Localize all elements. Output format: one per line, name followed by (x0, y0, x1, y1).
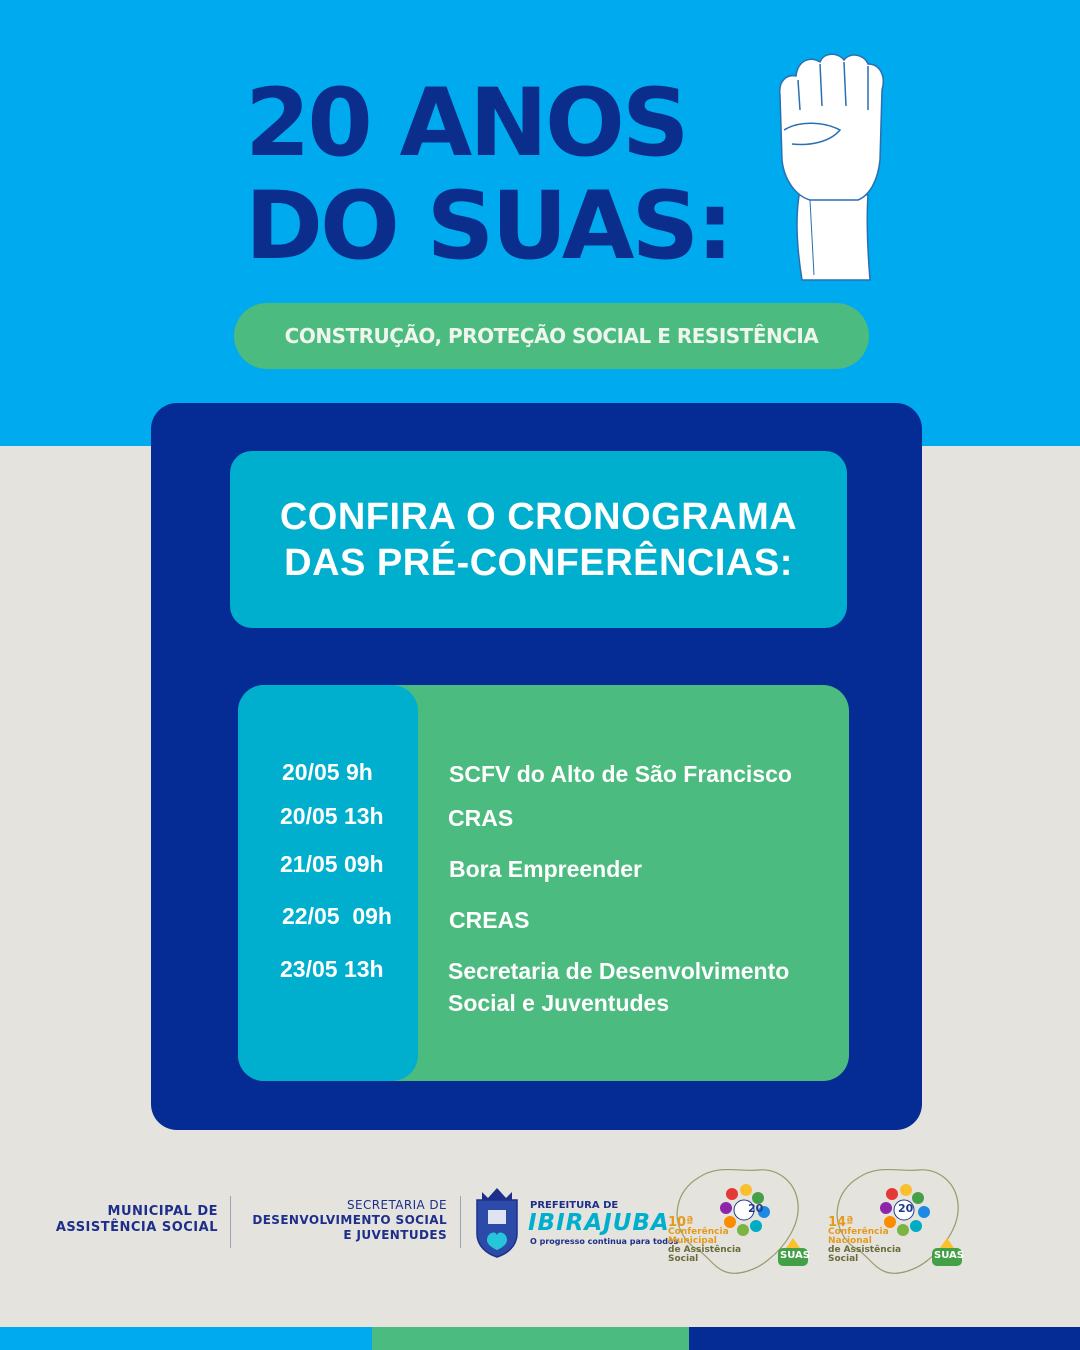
assistencia-social-logo (56, 1204, 218, 1236)
schedule-place-2: CRAS (448, 805, 514, 831)
schedule-date-5: 23/05 13h (280, 956, 384, 982)
schedule-date-1: 20/05 9h (282, 759, 373, 785)
heading-line-1: CONFIRA O CRONOGRAMA (279, 495, 798, 538)
schedule-place-5-line-2: Social e Juventudes (448, 990, 670, 1016)
bottom-bar-blue (0, 1327, 372, 1350)
secretaria-logo-line-3: E JUVENTUDES (343, 1228, 447, 1242)
conferencia-nacional-title (828, 1228, 901, 1264)
bottom-bar-green (372, 1327, 689, 1350)
schedule-place-5-line-1: Secretaria de Desenvolvimento (448, 958, 790, 984)
conf-municipal-line-2: Municipal (668, 1236, 717, 1246)
schedule-place-4: CREAS (449, 907, 530, 933)
footer-divider-1 (230, 1196, 231, 1248)
conf-municipal-line-1: Conferência (668, 1227, 729, 1237)
secretaria-logo-line-2: DESENVOLVIMENTO SOCIAL (252, 1213, 447, 1227)
main-title (245, 69, 785, 281)
conferencia-municipal-number: 10ª (668, 1215, 694, 1230)
heading-line-2: DAS PRÉ-CONFERÊNCIAS: (284, 541, 793, 584)
conf-nacional-line-3: de Assistência (828, 1245, 902, 1255)
subtitle-text: CONSTRUÇÃO, PROTEÇÃO SOCIAL E RESISTÊNCIA (284, 324, 819, 348)
city-slogan: O progresso continua para todos (530, 1237, 679, 1246)
suas-badge-2: SUAS (934, 1250, 964, 1261)
schedule-date-4: 22/05 09h (282, 903, 392, 929)
conferencia-nacional-number: 14ª (828, 1215, 854, 1230)
subtitle-pill (234, 303, 869, 369)
conf-nacional-line-4: Social (828, 1254, 859, 1264)
footer-divider-2 (460, 1196, 461, 1248)
conf-municipal-line-4: Social (668, 1254, 699, 1264)
title-line-2: DO SUAS: (245, 172, 731, 281)
schedule-place-3: Bora Empreender (449, 856, 643, 882)
prefeitura-label: PREFEITURA DE (530, 1200, 619, 1211)
suas-badge-1: SUAS (780, 1250, 810, 1261)
conferencia-municipal-title (668, 1228, 741, 1264)
footer-logos (0, 1160, 1080, 1310)
assistencia-logo-line-1: MUNICIPAL DE (107, 1204, 218, 1219)
schedule-heading-box (230, 451, 847, 628)
conf-municipal-line-3: de Assistência (668, 1245, 742, 1255)
conf-nacional-line-2: Nacional (828, 1236, 872, 1246)
secretaria-logo-line-1: SECRETARIA DE (346, 1198, 447, 1212)
conferencia-municipal-anniversary: 20 (748, 1202, 764, 1215)
schedule-date-2: 20/05 13h (280, 803, 384, 829)
schedule-place-1: SCFV do Alto de São Francisco (449, 761, 792, 787)
conf-nacional-line-1: Conferência (828, 1227, 889, 1237)
raised-fist-icon (770, 50, 890, 285)
city-name: IBIRAJUBA (528, 1210, 670, 1236)
bottom-bar-navy (689, 1327, 1080, 1350)
city-crest-icon (474, 1186, 520, 1258)
schedule-dates-panel (238, 685, 418, 1081)
assistencia-logo-line-2: ASSISTÊNCIA SOCIAL (55, 1220, 218, 1235)
secretaria-logo (252, 1198, 447, 1243)
title-line-1: 20 ANOS (245, 69, 687, 178)
schedule-date-3: 21/05 09h (280, 851, 384, 877)
conferencia-nacional-anniversary: 20 (898, 1202, 914, 1215)
